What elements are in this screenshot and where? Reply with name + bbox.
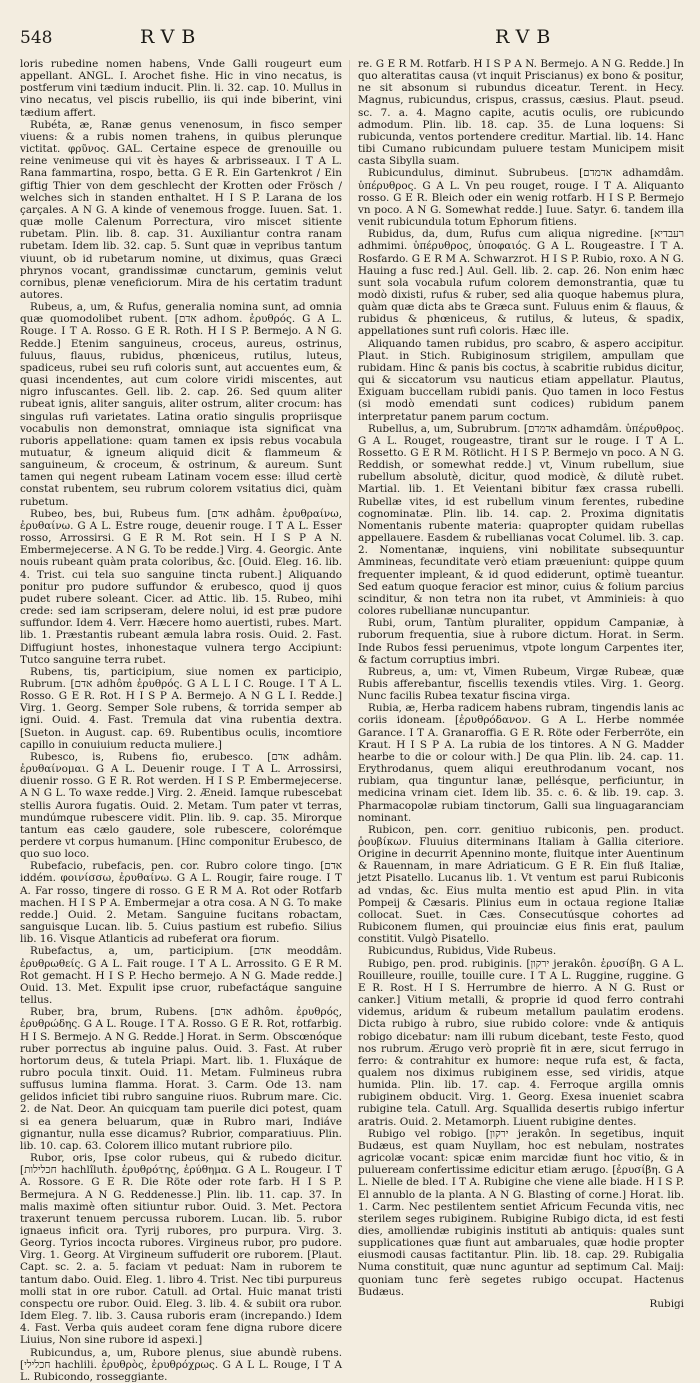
entry-rubicundus: Rubicundus, a, um, Rubore plenus, siue abundè rubens. [חכלילי hachlili. ἐρυθρὸς, ἐρυθρόχρως. G A L L. Rouge, I T A L. Rubicondo, rosseggiante. (20, 1346, 342, 1383)
entry-rubreus: Rubreus, a, um: vt, Vimen Rubeum, Virgæ Rubeæ, quæ Rubis afferebantur, fiscellis texendis vtiles. Virg. 1. Georg. Nunc facilis Rubea texatur fiscina virga. (358, 665, 684, 703)
entry-continuation: re. G E R M. Rotfarb. H I S P A N. Bermejo. A N G. Redde.] In quo alteratitas causa (vt inquit Priscianus) ex bono & positur, ne sit absonum si rubundus diceatur. Terent. in Hecy. Magnus, rubicundus, crispus, crassus, cæsius. Plaut. pseud. sc. 7. a. 4. Magno capite, acutis oculis, ore rubicundo admodum. Plin. lib. 18. cap. 35. de Luna loquens: Si rubicunda, ventos portendere creditur. Martial. lib. 14. Hanc tibi Cumano rubicundam puluere testam Municipem misit casta Sibylla suam. (358, 58, 684, 168)
entry-rubens: Rubens, tis, participium, siue nomen ex participio, Rubrum. [אדם adhôm ἐρυθρός. G A L L I C. Rouge. I T A L. Rosso. G E R. Rot. H I S P A. Bermejo. A N G L I. Redde.] Virg. 1. Georg. Semper Sole rubens, & torrida semper ab igni. Ouid. 4. Fast. Tremula dat vina rubentia dextra. [Sueton. in August. cap. 69. Rubentibus oculis, incomtiore capillo in conuiuium reducta muliere.] (20, 665, 342, 751)
entry-rubidus: Rubidus, da, dum, Rufus cum aliqua nigredine. [רעבדיא adhmimi. ὑπέρυθρος, ὑποφαιός. G A L. Rougeastre. I T A. Rosfardo. G E R M A. Schwarzrot. H I S P. Rubio, roxo. A N G. Hauing a fusc red.] Aul. Gell. lib. 2. cap. 26. Non enim hæc sunt sola vocabula rufum colorem demonstrantia, quæ tu modò dixisti, rufus & ruber, sed alia quoque habemus plura, quàm quæ dicta abs te Græca sunt. Fuluus enim & flauus, & rubidus & phœniceus, & rutilus, & luteus, & spadix, appellationes sunt rufi coloris. Hæc ille. (358, 228, 684, 338)
entry-rubellus: Rubellus, a, um, Subrubrum. [אדמדם adhamdâm. ὑπέρυθρος. G A L. Rouget, rougeastre, tirant sur le rouge. I T A L. Rossetto. G E R M. Rötlicht. H I S P. Bermejo vn poco. A N G. Reddish, or somewhat redde.] vt, Vinum rubellum, siue rubellum absolutè, dicitur, quod modicè, & dilutè rubet. Martial. lib. 1. Et Veientani bibitur fæx crassa rubelli. Rubellæ vites, id est rubellum vinum ferentes, rubedine cognominatæ. Plin. lib. 14. cap. 2. Proxima dignitatis Nomentanis rubente materia: quapropter quidam rubellas appellauere. Easdem & rubellianas vocat Columel. lib. 3. cap. 2. Nomentanæ, inquiens, vini nobilitate subsequuntur Ammineas, fecunditate verò etiam præueniunt: quippe quum frequenter impleant, & id quod ediderunt, optimè tueantur. Sed eatum quoque feracior est minor, cuius & folium parcius scinditur, & non tetra non ita rubet, vt Amminieis: à quo colores rubellianæ nuncupantur. (358, 422, 684, 618)
entry-rubidus-scabro: Aliquando tamen rubidus, pro scabro, & aspero accipitur. Plaut. in Stich. Rubiginosum strigilem, ampullam que rubidam. Hinc & panis bis coctus, à scabritie rubidus dicitur, qui & siccatorum vsu nauticus etiam appellatur. Plautus, Exiguam buccellam rubidi panis. Quo tamen in loco Festus (si modò emendati sunt codices) rubidum panem interpretatur panem parum coctum. (358, 337, 684, 423)
entry-rubicundulus: Rubicundulus, diminut. Subrubeus. [אדמדם adhamdâm. ὑπέρυθρος. G A L. Vn peu rouget, rouge. I T A. Aliquanto rosso. G E R. Bleich oder ein wenig rotfarb. H I S P. Bermejo vn poco. A N G. Somewhat redde.] Iuue. Satyr. 6. tandem illa venit rubicundula totum Ephorum fitiens. (358, 167, 684, 229)
entry-rubicon: Rubicon, pen. corr. genitiuo rubiconis, pen. product. ῥουβίκων. Fluuius diterminans Italiam à Gallia citeriore. Origine in decurrit Apennino monte, fluitque inter Auentinum & Rauennam, in mare Adriaticum. G E R. Ein fluß Italiæ, jetzt Pisatello. Lucanus lib. 1. Vt ventum est parui Rubiconis ad vndas, &c. Eius multa mentio est apud Plin. in vita Pompeij & Cæsaris. Plinius eum in octaua regione Italiæ collocat. Suet. in Cæs. Consecutúsque cohortes ad Rubiconem flumen, qui prouinciæ eius finis erat, paulum constitit. Vulgò Pisatello. (358, 823, 684, 946)
entry-rubigo-robigo: Rubigo vel robigo. [ירקון jerakôn. In segetibus, inquit Budæus, est quam Nuyllam, hoc est nebulam, nostrates agricolæ vocant: spicæ enim marcidæ fiunt hoc vitio, & in pulueream confertissime edicitur etiam ærugo. [ἐρυσίβη. G A L. Nielle de bled. I T A. Rubigine che viene alle biade. H I S P. El annublo de la planta. A N G. Blasting of corne.] Horat. lib. 1. Carm. Nec pestilentem sentiet Africum Fecunda vitis, nec sterilem seges rubiginem. Rubigine Rubigo dicta, id est festi dies, amolliendæ rubiginis instituti ab antiquis: quales sunt supplicationes quæ fiunt aut ambaruales, quæ hodie propter eiusmodi causas factitantur. Plin. lib. 18. cap. 29. Rubigalia Numa constituit, quæ nunc aguntur ad septimum Cal. Maij: quoniam tunc ferè segetes rubigo occupat. Hactenus Budæus. (358, 1127, 684, 1298)
entry-rubicundus-rubidus: Rubicundus, Rubidus, Vide Rubeus. (368, 945, 557, 958)
entry-rubeo: Rubeo, bes, bui, Rubeus fum. [אדם adhâm. ἐρυθραίνω, ἐρυθαίνω. G A L. Estre rouge, deuenir rouge. I T A L. Esser rosso, Arrossirsi. G E R M. Rot sein. H I S P A N. Embermejecerse. A N G. To be redde.] Virg. 4. Georgic. Ante nouis rubeant quàm prata coloribus, &c. [Ouid. Eleg. 16. lib. 4. Trist. cui tela suo sanguine tincta rubent.] Aliquando ponitur pro pudore suffundor & erubesco, quod ij quos pudet rubere soleant. Cicer. ad Attic. lib. 15. Rubeo, mihi crede: sed iam scripseram, delere nolui, id est præ pudore suffundor. Idem 4. Verr. Hæcere homo auertisti, rubes. Mart. lib. 1. Præstantis rubeant æmula labra rosis. Ouid. 2. Fast. Diffugiunt hostes, inhonestaque vulnera tergo Accipiunt: Tutco sanguine terra rubet. (20, 507, 342, 666)
left-column (20, 58, 342, 1383)
running-head-right: RVB (495, 26, 558, 48)
entry-rubi: Rubi, orum, Tantùm pluraliter, oppidum Campaniæ, à ruborum frequentia, siue à rubore dictum. Horat. in Serm. Inde Rubos fessi peruenimus, vtpote longum Carpentes iter, & factum corruptius imbri. (358, 617, 684, 666)
entry-rubefacio: Rubefacio, rubefacis, pen. cor. Rubro colore tingo. [אדם iddém. φοινίσσω, ἐρυθαίνω. G A L. Rougir, faire rouge. I T A. Far rosso, tingere di rosso. G E R M A. Rot oder Rotfarb machen. H I S P A. Embermejar a otra cosa. A N G. To make redde.] Ouid. 2. Metam. Sanguine fucitans robactam, sanguisque Lucan. lib. 5. Cuius pastium est rubefio. Silius lib. 16. Visque Atlanticis ad rubeferat ora fiorum. (20, 860, 342, 946)
entry-rubesco: Rubesco, is, Rubens fio, erubesco. [אדם adhâm. ἐρυθαίνομαι. G A L. Deuenir rouge. I T A L. Arrossirsi, diuenir rosso. G E R. Rot werden. H I S P. Embermejecerse. A N G L. To waxe redde.] Virg. 2. Æneid. Iamque rubescebat stellis Aurora fugatis. Ouid. 2. Metam. Tum pater vt terras, mundúmque rubescere vidit. Plin. lib. 9. cap. 35. Mirorque tantum eas cælo gaudere, sole rubescere, colorémque perdere vt corpus humanum. [Hinc componitur Erubesco, de quo suo loco. (20, 750, 342, 861)
entry-continuation: loris rubedine nomen habens, Vnde Galli rougeurt eum appellant. ANGL. I. Arochet fishe. Hic in vino necatus, is postferum vini tædium inducit. Plin. li. 32. cap. 10. Mullus in vino necatus, vel piscis rubellio, iis qui inde biberint, vini tædium affert. (20, 58, 342, 119)
running-head-left: RVB (140, 26, 203, 48)
entry-rubeus: Rubeus, a, um, & Rufus, generalia nomina sunt, ad omnia quæ quomodolibet rubent. [אדם adhom. ἐρυθρός. G A L. Rouge. I T A. Rosso. G E R. Roth. H I S P. Bermejo. A N G. Redde.] Etenim sanguineus, croceus, aureus, ostrinus, fuluus, flauus, rubidus, phœniceus, rutilus, luteus, spadiceus, rubei seu rufi coloris sunt, aut accuentes eum, & quasi incendentes, aut cum colore viridi miscentes, aut nigro infuscantes. Gell. lib. 2. cap. 26. Sed quum aliter rubeat ignis, aliter sanguis, aliter ostrum, aliter crocum: has singulas rufi varietates. Latina oratio singulis propriisque vocabulis non demonstrat, omniaque ista significat vna ruboris appellatione: quam tamen ex ipsis rebus vocabula mutuatur, & igneum aliquid dicit & flammeum & sanguineum, & croceum, & ostrinum, & aureum. Sunt tamen qui negent rubeam Latinam vocem esse: illud certè constat rubentem, seu rubrum colorem vsitatius dici, quàm rubetum. (20, 301, 342, 508)
entry-rubefactus: Rubefactus, a, um, participium. [אדם meoddâm. ἐρυθρωθείς. G A L. Fait rouge. I T A L. Arrossito. G E R M. Rot gemacht. H I S P. Hecho bermejo. A N G. Made redde.] Ouid. 13. Met. Expulit ipse cruor, rubefactáque sanguine tellus. (20, 945, 342, 1007)
page-header (0, 26, 700, 56)
entry-rubigo: Rubigo, pen. prod. rubiginis. [ירקון jerakôn. ἐρυσίβη. G A L. Rouilleure, rouille, touille cure. I T A L. Ruggine, ruggine. G E R. Rost. H I S. Herrumbre de hierro. A N G. Rust or canker.] Vitium metalli, & proprie id quod ferro contrahi videmus, aridum & rubeum metallum paulatim erodens. Dicta rubigo à rubro, siue rubido colore: vnde & antiquis robigo dicebatur: nam illi rubum dicebant, teste Festo, quod nos rubrum. Ærugo verò propriè fit in ære, sicut ferrugo in ferro: & contrahitur ex humore: neque rufa est, & facta, qualem nos diximus rubiginem esse, sed viridis, atque humida. Plin. lib. 17. cap. 4. Ferroque argilla omnis rubiginem obducit. Virg. 1. Georg. Exesa inueniet scabra rubigine tela. Catull. Arg. Squallida desertis rubigo infertur aratris. Ouid. 2. Metamorph. Liuent rubigine dentes. (358, 957, 684, 1128)
entry-rubor: Rubor, oris, Ipse color rubeus, qui & rubedo dicitur. [חכלילות hachlîluth. ἐρυθρότης, ἐρύθημα. G A L. Rougeur. I T A. Rossore. G E R. Die Röte oder rote farb. H I S P. Bermejura. A N G. Reddenesse.] Plin. lib. 11. cap. 37. In malis maximè often sitiuntur rubor. Ouid. 3. Met. Pectora traxerunt tenuem percussa ruborem. Lucan. lib. 5. rubor ignaeus inficit ora. Tyrij rubores, pro purpura. Virg. 3. Georg. Tyrios incocta rubores. Virgineus rubor, pro pudore. Virg. 1. Georg. At Virgineum suffuderit ore ruborem. [Plaut. Capt. sc. 2. a. 5. faciam vt peduat: Nam in ruborem te tantum dabo. Ouid. Eleg. 1. libro 4. Trist. Nec tibi purpureus molli stat in ore rubor. Catull. ad Ortal. Huic manat tristi conspectu ore rubor. Ouid. Eleg. 3. lib. 4. & subiit ora rubor. Idem Eleg. 7. lib. 3. Causa ruboris eram (increpando.) Idem 4. Fast. Verba quis audeet coram fene digna rubore dicere Liuius, Non sine rubore id aspexi.] (20, 1152, 342, 1347)
right-column (358, 58, 684, 1310)
entry-ruber: Ruber, bra, brum, Rubens. [אדם adhôm. ἐρυθρός, ἐρυθρώδης. G A L. Rouge. I T A. Rosso. G E R. Rot, rotfarbig. H I S. Bermejo. A N G. Redde.] Horat. in Serm. Obscœnóque ruber porrectus ab inguine palus. Ouid. 3. Fast. At ruber hortorum deus, & tutela Priapi. Mart. lib. 1. Fluxáque de rubro pocula tinxit. Ouid. 11. Metam. Fulmineus rubra suffusus lumina flamma. Horat. 3. Carm. Ode 13. nam gelidos inficiet tibi rubro sanguine riuos. Rubrum mare. Cic. 2. de Nat. Deor. An quicquam tam puerile dici potest, quam si ea genera beluarum, quæ in Rubro mari, Indiáve gignantur, nulla esse dicamus? Rubrior, comparatiuus. Plin. lib. 10. cap. 63. Colorem illico mutant rubriore pilo. (20, 1006, 342, 1152)
entry-rubia: Rubia, æ, Herba radicem habens rubram, tingendis lanis ac coriis idoneam. [ἐρυθρόδανον. G A L. Herbe nommée Garance. I T A. Granaroffia. G E R. Röte oder Ferberröte, ein Kraut. H I S P A. La rubia de los tintores. A N G. Madder hearbe to die or colour with.] De qua Plin. lib. 24. cap. 11. Erythrodanus, quem aliqui ereuthrodanum vocant, nos rubiam, qua tinguntur lanæ, pellésque, perficiuntur, in medicina vrinam ciet. Idem lib. 35. c. 6. & lib. 19. cap. 3. Pharmacopolæ rubiam tinctorum, Galli sua linguagaranciam nominant. (358, 702, 684, 824)
page-number: 548 (20, 28, 53, 48)
column-divider (349, 60, 350, 1210)
catchword: Rubigi (649, 1297, 684, 1310)
entry-rubeta: Rubéta, æ, Ranæ genus venenosum, in fisco semper viuens: & a rubis nomen trahens, in quibus plerunque victitat. φρῦνος. GAL. Certaine espece de grenouille ou reine venimeuse qui vit ès hayes & arbrisseaux. I T A L. Rana fammartina, rospo, betta. G E R. Ein Gartenkrot / Ein giftig Thier von dem geschlecht der Krotten oder Frösch / welches sich in standen enthaltet. H I S P. Larana de los çarçales. A N G. A kinde of venemous frogge. Iuuen. Sat. 1. quæ molle Calenum Porrectura, viro miscet sitiente rubetam. Plin. lib. 8. cap. 31. Auxiliantur contra ranam rubetam. Idem lib. 32. cap. 5. Sunt quæ in vepribus tantum viuunt, ob id rubetarum nomine, ut diximus, quas Græci phrynos vocant, grandissimæ cunctarum, geminis velut cornibus, plenæ veneficiorum. Mira de his certatim tradunt autores. (20, 118, 342, 301)
